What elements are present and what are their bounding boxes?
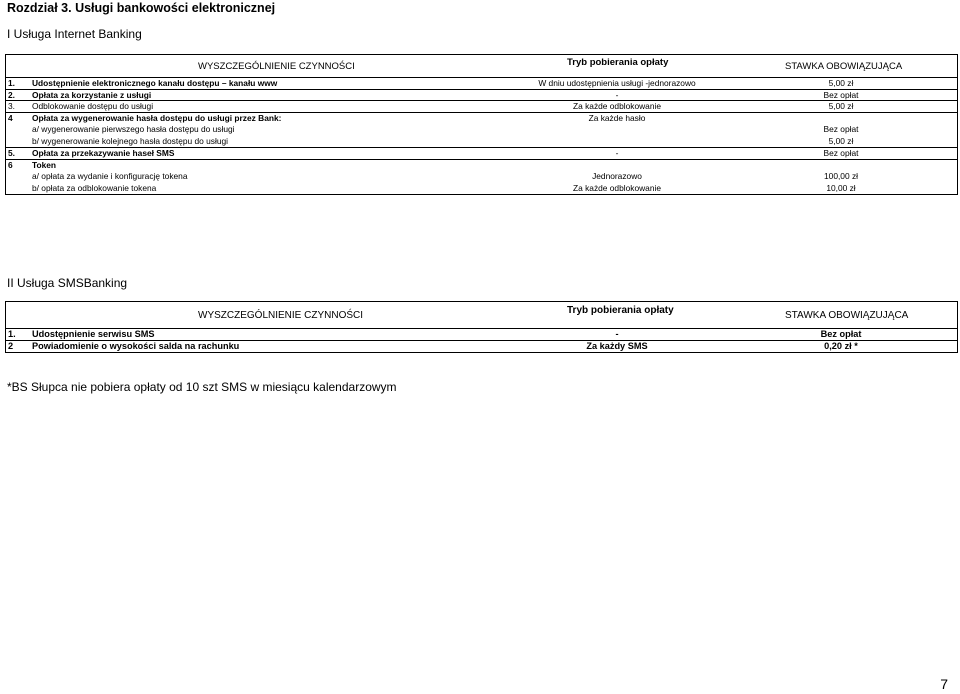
footnote: *BS Słupca nie pobiera opłaty od 10 szt SMS w miesiącu kalendarzowym xyxy=(7,380,397,394)
section-title-internet-banking: I Usługa Internet Banking xyxy=(7,27,142,41)
table-border-top xyxy=(5,301,958,302)
row-divider xyxy=(5,352,958,353)
row-description: a/ opłata za wydanie i konfigurację tokena xyxy=(32,171,188,181)
row-divider xyxy=(5,159,958,160)
row-description: Powiadomienie o wysokości salda na rachunku xyxy=(32,341,240,351)
row-description: Opłata za korzystanie z usługi xyxy=(32,89,152,100)
row-description: Odblokowanie dostępu do usługi xyxy=(32,101,154,111)
row-description: Opłata za przekazywanie haseł SMS xyxy=(32,148,175,158)
table-border-top xyxy=(5,54,958,55)
row-number: 1. xyxy=(8,329,16,339)
row-description: Udostępnienie serwisu SMS xyxy=(32,329,155,339)
row-number: 4 xyxy=(8,112,13,123)
header-mode: Tryb pobierania opłaty xyxy=(567,305,674,316)
row-number: 1. xyxy=(8,78,15,88)
row-rate: 10,00 zł xyxy=(826,182,856,193)
table-border-left xyxy=(5,54,6,195)
row-number: 5. xyxy=(8,148,15,158)
row-charge-mode: - xyxy=(615,329,619,339)
table-border-left xyxy=(5,301,6,352)
row-description: Token xyxy=(32,159,57,170)
row-rate: 100,00 zł xyxy=(824,171,858,181)
row-charge-mode: W dniu udostępnienia usługi -jednorazowo xyxy=(538,78,696,88)
internet-banking-fee-table xyxy=(5,54,958,195)
row-number: 3. xyxy=(8,101,15,111)
row-number: 2 xyxy=(8,341,14,351)
row-rate: 5,00 zł xyxy=(828,135,854,146)
row-rate: 5,00 zł xyxy=(828,101,854,111)
row-description: Udostępnienie elektronicznego kanału dostępu – kanału www xyxy=(32,78,278,88)
row-rate: Bez opłat xyxy=(820,329,862,339)
row-rate: 0,20 zł * xyxy=(824,341,858,351)
table-border-right xyxy=(957,54,958,195)
header-mode: Tryb pobierania opłaty xyxy=(567,57,669,68)
row-rate: 5,00 zł xyxy=(828,78,854,88)
row-number: 6 xyxy=(8,159,13,170)
row-rate: Bez opłat xyxy=(823,124,859,134)
row-charge-mode: Za każde odblokowanie xyxy=(573,101,661,111)
header-rate: STAWKA OBOWIĄZUJĄCA xyxy=(785,310,909,321)
row-description: a/ wygenerowanie pierwszego hasła dostępu do usługi xyxy=(32,124,235,134)
header-activity: WYSZCZEGÓLNIENIE CZYNNOŚCI xyxy=(198,310,364,321)
row-charge-mode: Za każde hasło xyxy=(588,112,646,123)
row-rate: Bez opłat xyxy=(823,89,859,100)
row-rate: Bez opłat xyxy=(823,148,859,158)
header-activity: WYSZCZEGÓLNIENIE CZYNNOŚCI xyxy=(198,61,355,72)
header-rate: STAWKA OBOWIĄZUJĄCA xyxy=(785,61,903,72)
row-charge-mode: Za każdy SMS xyxy=(586,341,648,351)
sms-banking-fee-table xyxy=(5,301,958,352)
row-charge-mode: - xyxy=(615,89,619,100)
page-number: 7 xyxy=(940,676,948,692)
row-divider xyxy=(5,194,958,195)
row-description: b/ opłata za odblokowanie tokena xyxy=(32,182,157,193)
section-title-sms-banking: II Usługa SMSBanking xyxy=(7,276,128,290)
row-number: 2. xyxy=(8,89,15,100)
chapter-title: Rozdział 3. Usługi bankowości elektronicznej xyxy=(7,1,276,15)
table-border-right xyxy=(957,301,958,352)
row-description: b/ wygenerowanie kolejnego hasła dostępu do usługi xyxy=(32,135,229,146)
row-description: Opłata za wygenerowanie hasła dostępu do usługi przez Bank: xyxy=(32,112,282,123)
row-charge-mode: Za każde odblokowanie xyxy=(573,182,661,193)
row-charge-mode: Jednorazowo xyxy=(592,171,642,181)
row-charge-mode: - xyxy=(615,148,619,158)
